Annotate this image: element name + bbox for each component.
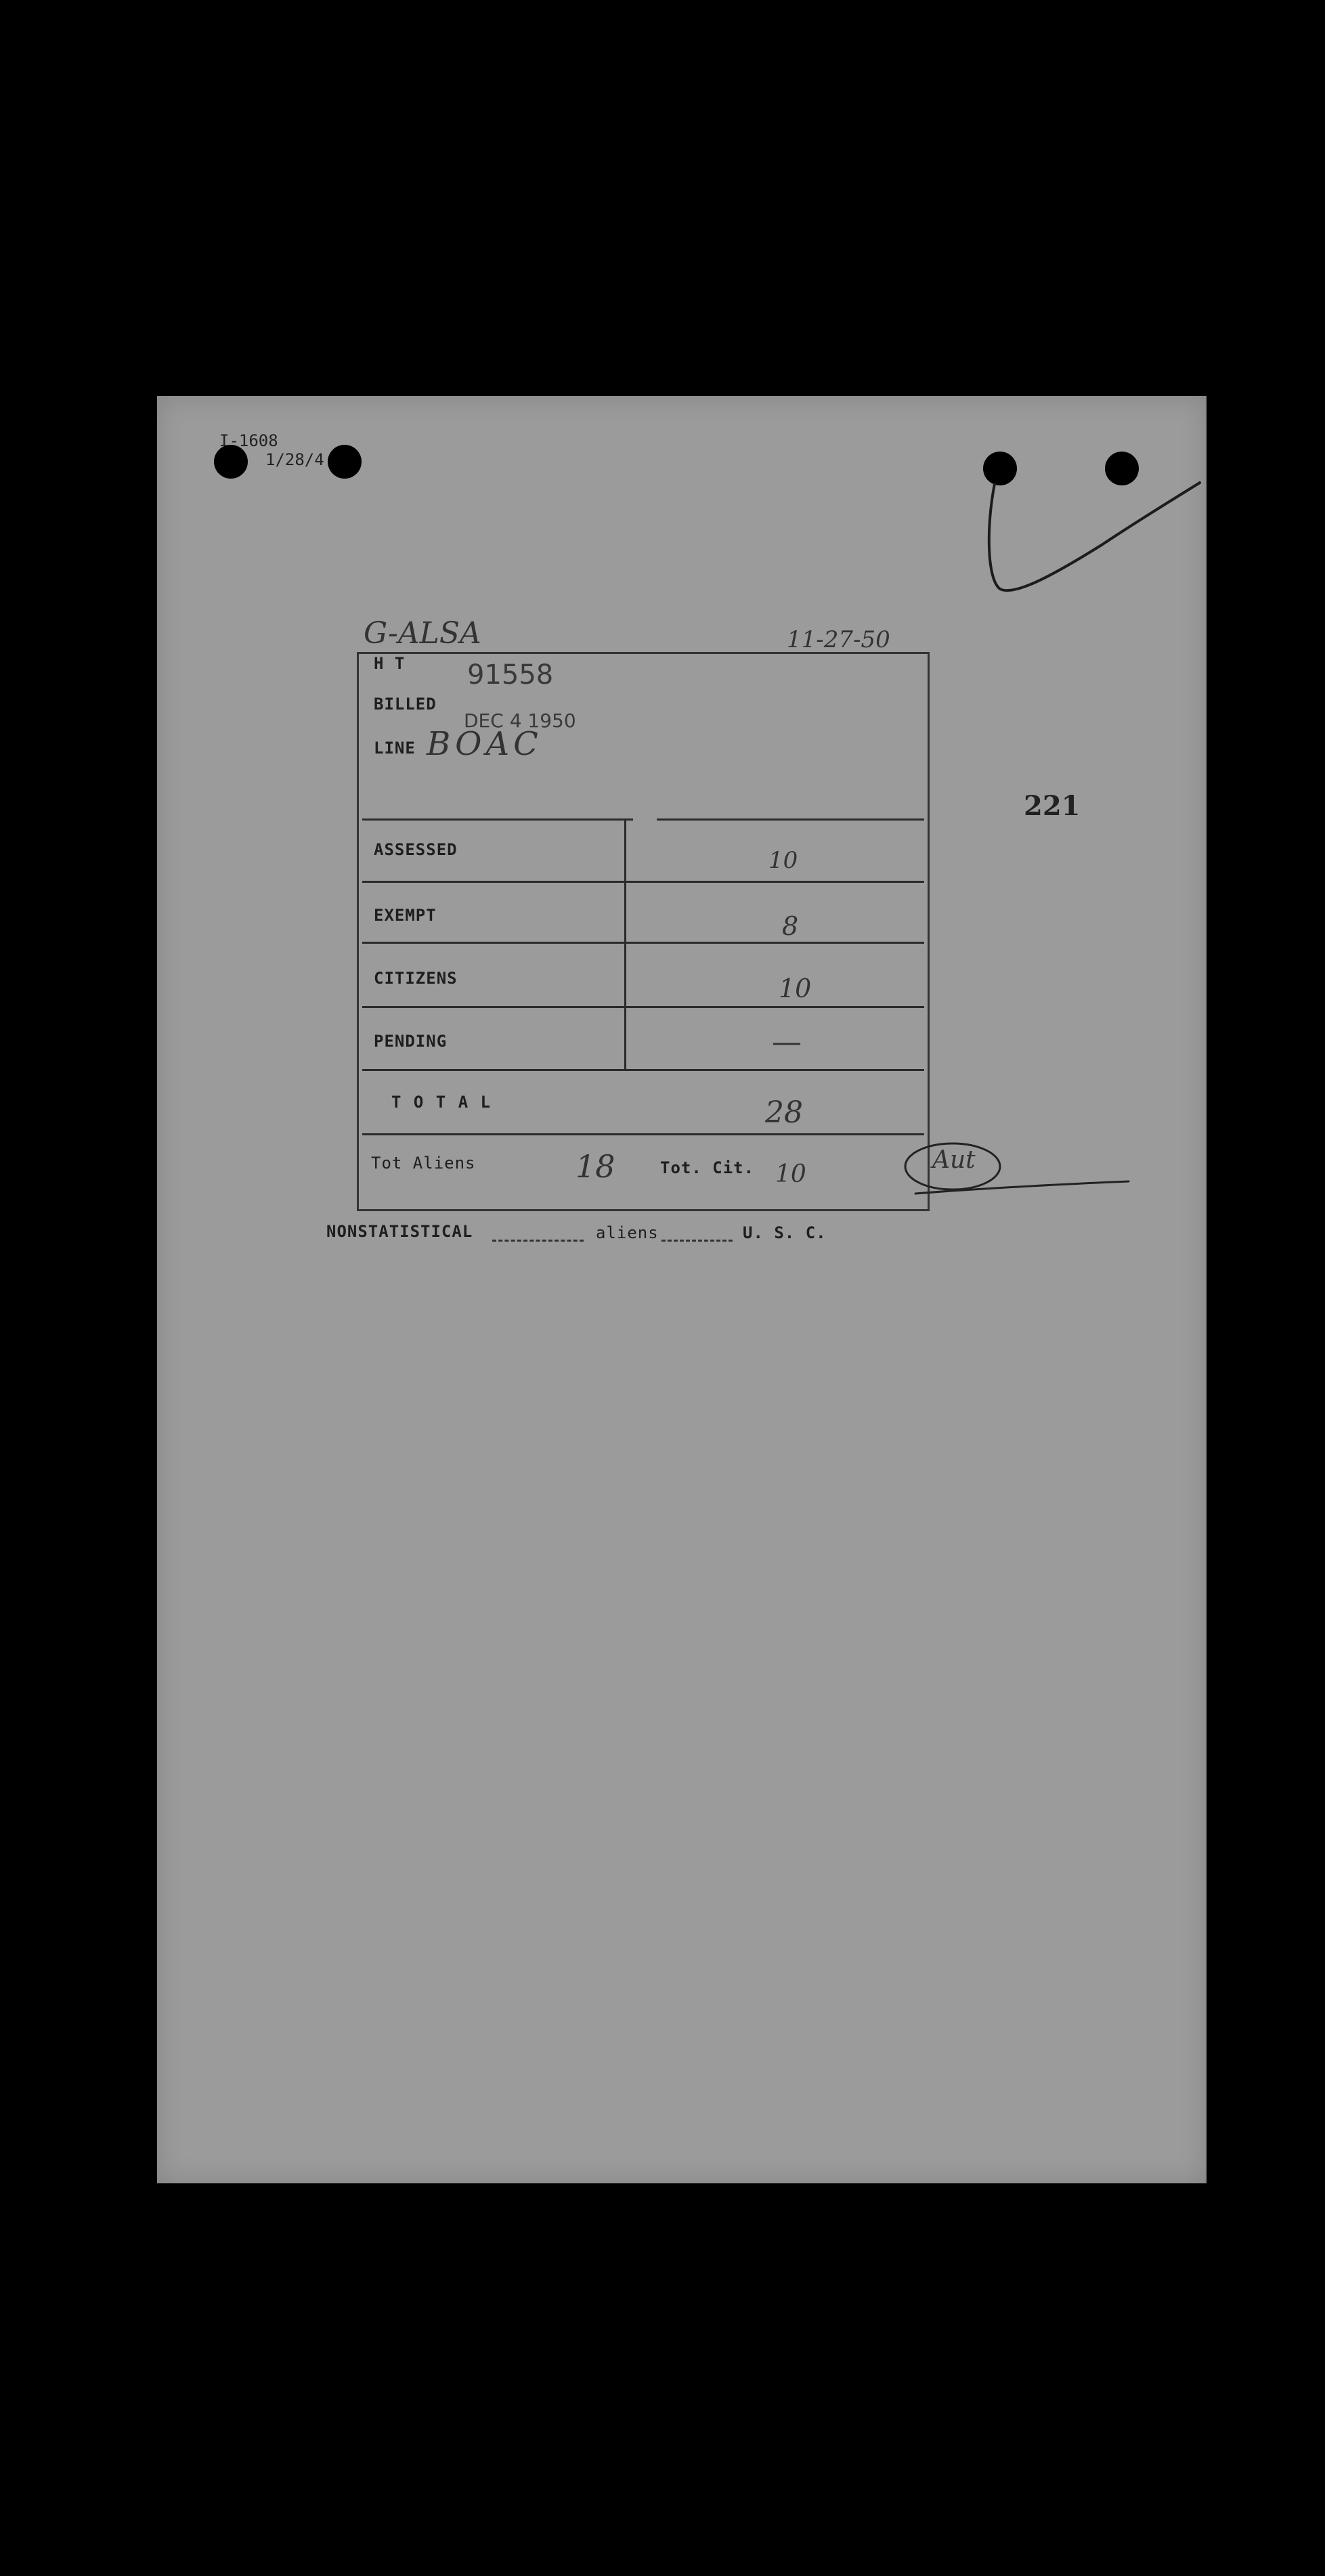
nonstatistical-label: NONSTATISTICAL	[326, 1222, 473, 1241]
tot-aliens-value: 18	[575, 1148, 615, 1185]
check-mark-icon	[986, 477, 1203, 613]
usc-label: U. S. C.	[743, 1223, 827, 1242]
row-rule-4	[362, 1069, 924, 1071]
row-rule-2	[362, 942, 924, 944]
form-number: I-1608	[219, 431, 278, 450]
row-label-assessed: ASSESSED	[374, 840, 458, 859]
tot-cit-label: Tot. Cit.	[660, 1158, 755, 1177]
stamp-number: 91558	[467, 659, 554, 691]
row-value-pending: —	[772, 1025, 802, 1060]
handwritten-header-left: G-ALSA	[364, 616, 481, 651]
tot-cit-value: 10	[775, 1160, 806, 1188]
page-number: 221	[1024, 790, 1081, 822]
column-divider	[624, 818, 626, 1069]
row-value-citizens: 10	[779, 974, 812, 1003]
stamp-date: DEC 4 1950	[464, 710, 576, 732]
aliens-blank	[661, 1240, 733, 1242]
row-rule-3	[362, 1006, 924, 1008]
row-value-assessed: 10	[768, 847, 798, 874]
total-rule	[362, 1133, 924, 1135]
punch-hole-left-2	[328, 445, 362, 479]
row-rule-1	[362, 881, 924, 883]
line-label: LINE	[374, 739, 416, 758]
total-label: T O T A L	[391, 1093, 492, 1112]
ht-label: H T	[374, 654, 406, 673]
form-date: 1/28/4	[265, 450, 324, 469]
table-top-rule-right	[657, 818, 924, 821]
row-value-exempt: 8	[782, 911, 799, 941]
billed-label: BILLED	[374, 695, 437, 714]
document-page	[157, 396, 1207, 2183]
manifest-form	[357, 652, 930, 1211]
handwritten-line-value: BOAC	[427, 725, 542, 763]
row-label-exempt: EXEMPT	[374, 906, 437, 925]
table-top-rule-left	[362, 818, 633, 821]
tot-aliens-label: Tot Aliens	[371, 1154, 476, 1173]
aliens-label: aliens	[596, 1223, 659, 1242]
nonstatistical-blank	[492, 1240, 584, 1242]
row-label-pending: PENDING	[374, 1032, 448, 1051]
initials-signature: Aut	[932, 1146, 976, 1174]
total-value: 28	[765, 1095, 803, 1130]
handwritten-header-right: 11-27-50	[787, 626, 890, 653]
row-label-citizens: CITIZENS	[374, 969, 458, 988]
